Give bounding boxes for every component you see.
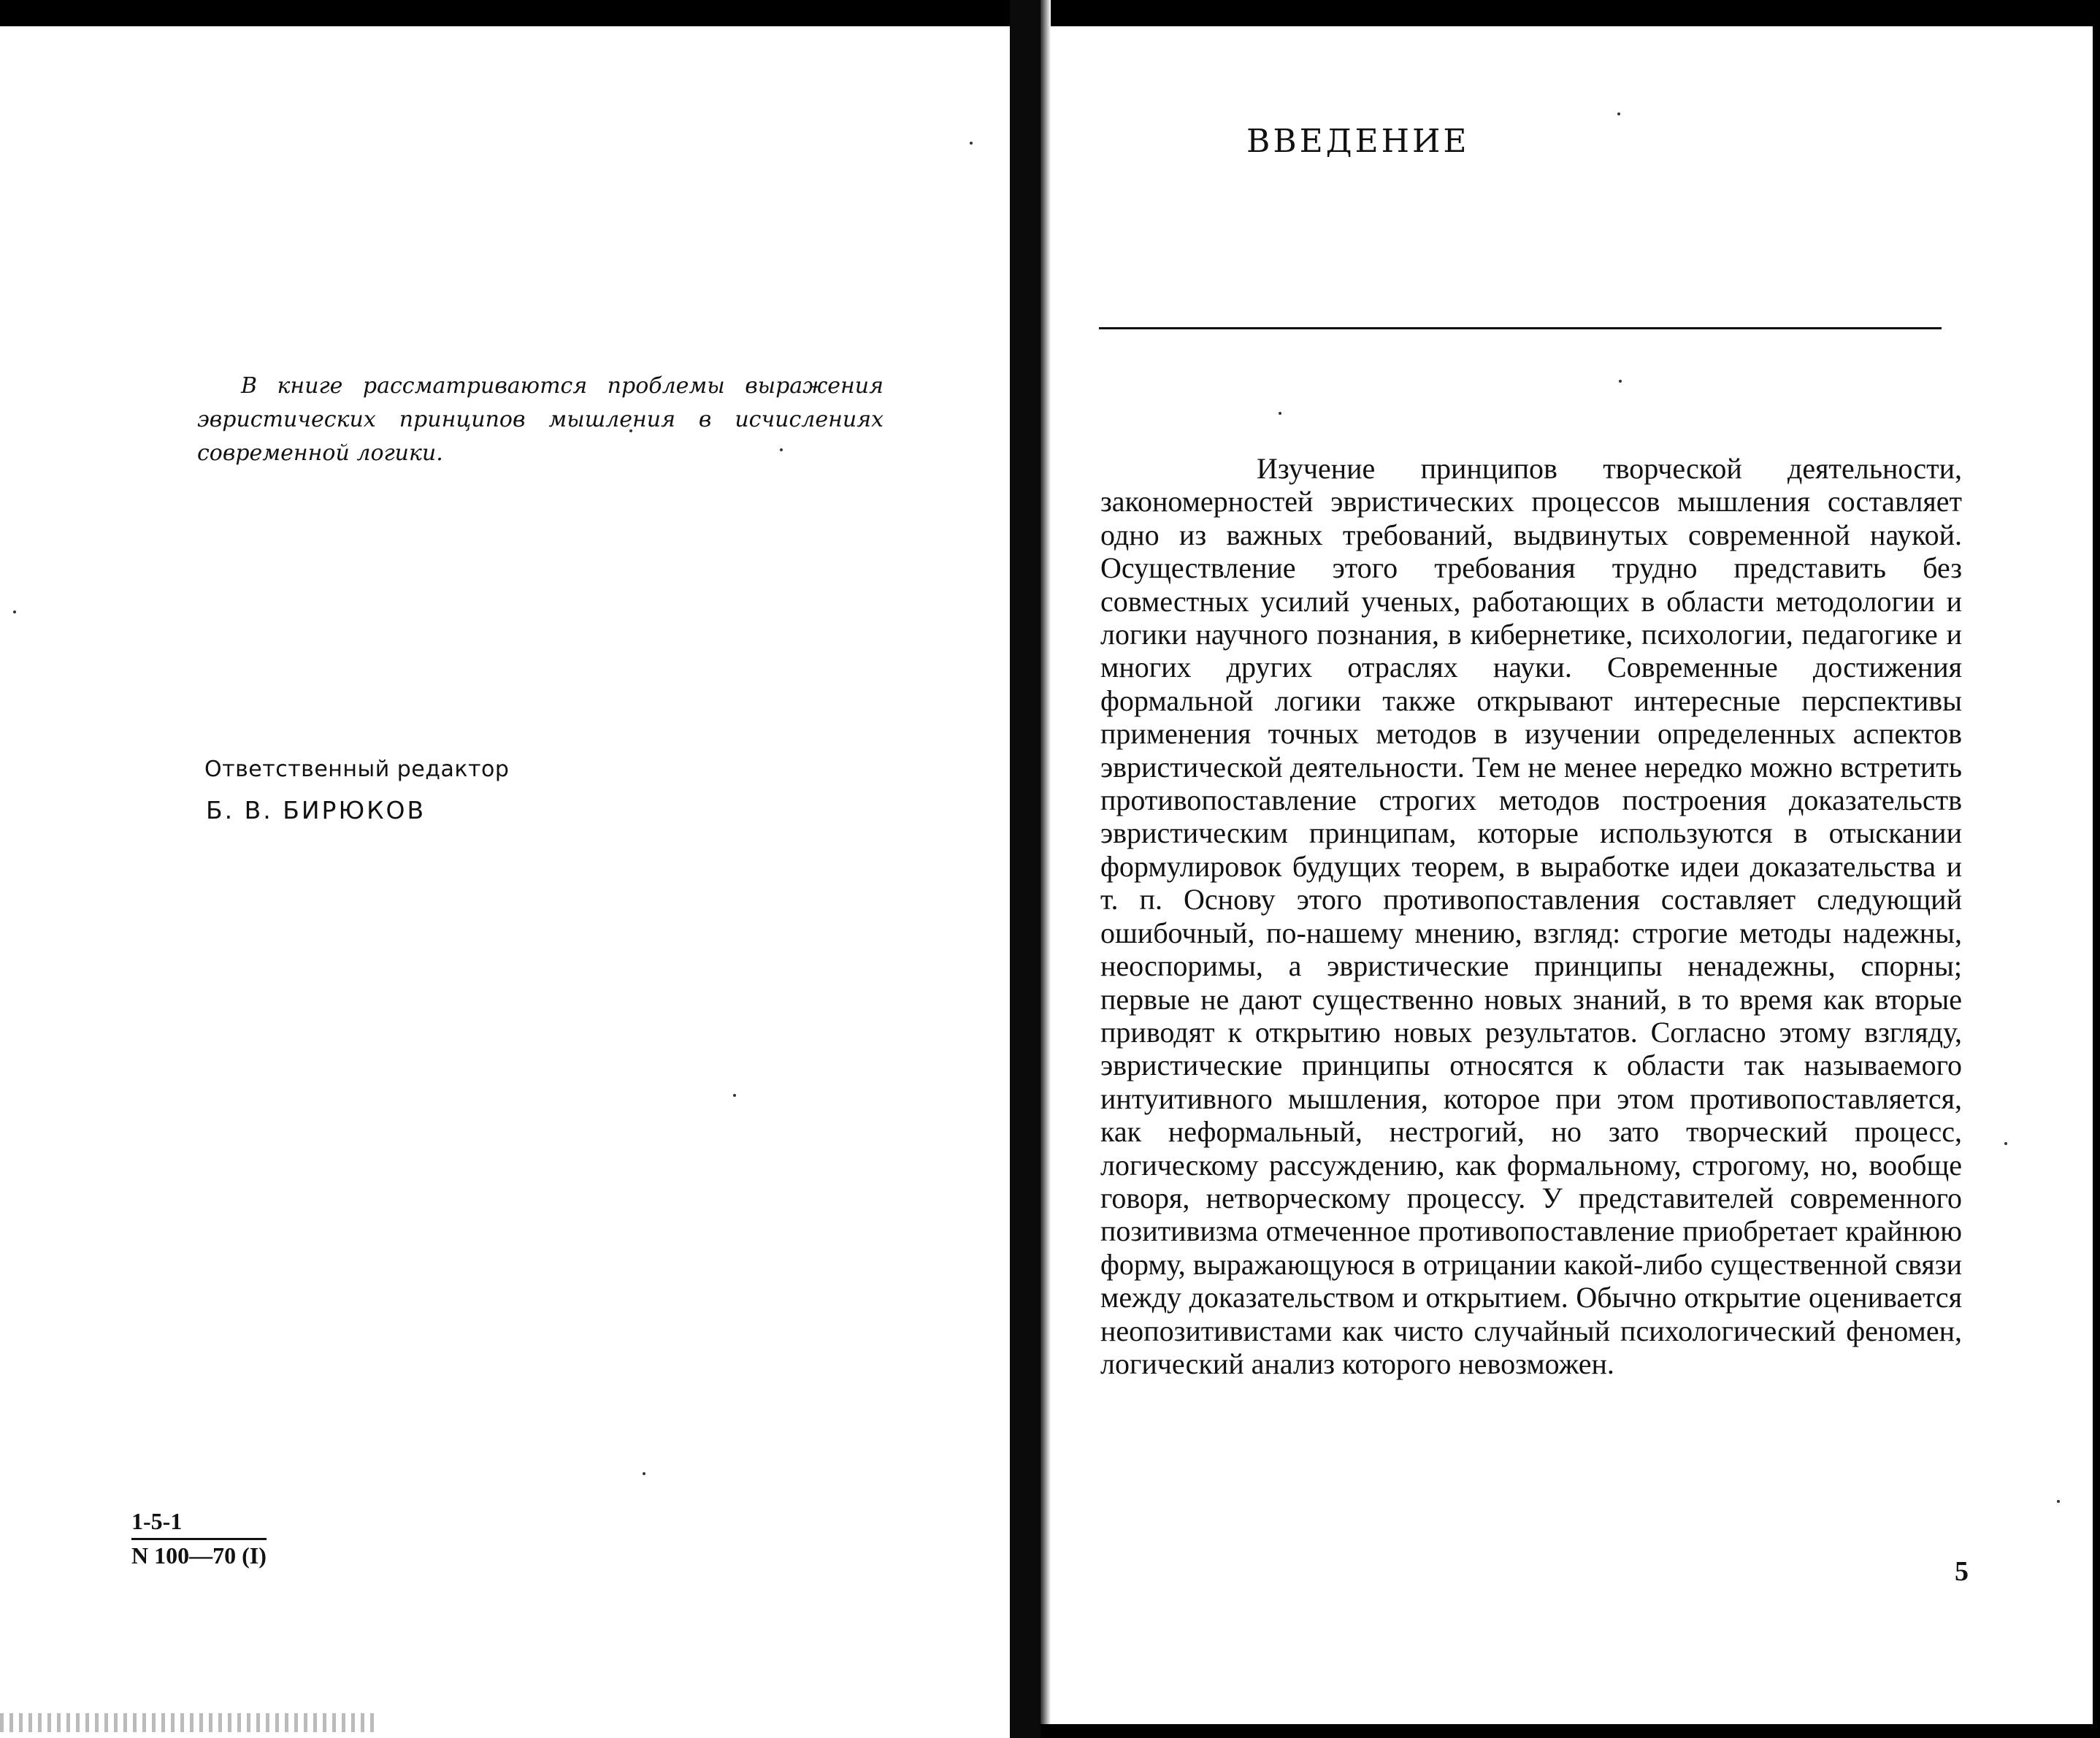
scan-speck xyxy=(1619,380,1622,383)
book-spine-gutter xyxy=(1010,0,1041,1738)
scan-speck xyxy=(643,1472,645,1475)
scan-speck xyxy=(1279,412,1281,415)
scan-speck xyxy=(733,1094,736,1097)
scan-speck xyxy=(2057,1500,2060,1503)
scan-speck xyxy=(1617,112,1620,115)
right-page xyxy=(1051,26,2093,1724)
scan-speck xyxy=(2004,1142,2007,1145)
editor-name: Б. В. БИРЮКОВ xyxy=(206,796,426,824)
scan-bottom-border xyxy=(1041,1724,2100,1738)
catalog-index xyxy=(131,1506,267,1571)
scan-speck xyxy=(970,142,973,145)
page-number: 5 xyxy=(1955,1556,1969,1587)
chapter-heading: ВВЕДЕНИЕ xyxy=(1246,123,1470,160)
scan-smudge xyxy=(0,1713,380,1732)
editor-role: Ответственный редактор xyxy=(204,757,510,782)
scan-right-border xyxy=(2093,0,2100,1738)
book-annotation: В книге рассматриваются проблемы выражения эвристических принципов мышления в исчислениях современной логики. xyxy=(197,373,884,466)
catalog-index-numerator: 1-5-1 xyxy=(131,1506,267,1540)
scan-speck xyxy=(13,610,16,613)
catalog-index-denominator: N 100—70 (I) xyxy=(131,1542,267,1569)
gutter-shadow xyxy=(1041,0,1051,1738)
heading-rule xyxy=(1099,327,1942,329)
introduction-body: Изучение принципов творческой деятельности, закономерностей эвристических процессов мышления составляет одно из важных требований, выдвинутых современной наукой. Осуществление этого требования трудно представить без совместных усилий ученых, работающих в области методологии и логики научного познания, в кибернетике, психологии, педагогике и многих других отраслях науки. Современные достижения формальной логики также открывают интересные перспективы применения точных методов в изучении определенных аспектов эвристической деятельности. Тем не менее нередко можно встретить противопоставление строгих методов построения доказательств эвристическим принципам, которые используются в отыскании формулировок будущих теорем, в выработке идеи доказательства и т. п. Основу этого противопоставления составляет следующий ошибочный, по-нашему мнению, взгляд: строгие методы надежны, неоспоримы, а эвристические принципы ненадежны, спорны; первые не дают существенно новых знаний, в то время как вторые приводят к открытию новых результатов. Согласно этому взгляду, эвристические принципы относятся к области так называемого интуитивного мышления, которое при этом противопоставляется, как неформальный, нестрогий, но зато творческий процесс, логическому рассуждению, как формальному, строгому, но, вообще говоря, нетворческому процессу. У представителей современного позитивизма отмеченное противопоставление приобретает крайнюю форму, выражающуюся в отрицании какой-либо существенной связи между доказательством и открытием. Обычно открытие оценивается неопозитивистами как чисто случайный психологический феномен, логический анализ которого невозможен. xyxy=(1100,452,1962,1380)
left-page xyxy=(0,26,1010,1738)
